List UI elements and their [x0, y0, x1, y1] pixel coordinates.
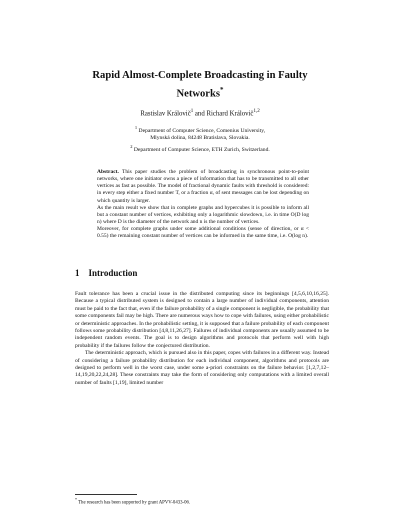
affiliations	[60, 124, 340, 154]
author-name: Richard Královič	[206, 110, 254, 118]
abstract-paragraph: As the main result we show that in complete graphs and hypercubes it is possible to inform all but a constant number of vertices, exhibiting only a logarithmic slowdown, i.e. in time O(D log n) where D is the diameter of the network and n is the number of vertices.	[97, 204, 309, 226]
abstract-label: Abstract.	[97, 169, 119, 175]
affiliation-text: Department of Computer Science, Comenius University,	[138, 127, 266, 134]
abstract-paragraph	[97, 169, 309, 205]
author-separator: and	[193, 110, 207, 118]
section-heading	[75, 268, 137, 278]
body-paragraph: The deterministic approach, which is pursued also in this paper, copes with failures in a different way. Instead of considering a failure probability distribution for each individual component, algorithms and protocols are designed to perform well in the worst case, under some a-priori constraints on the failure behavior. [1,2,7,12–14,19,20,22,24,28]. These constraints may take the form of considering only computations with a limited overall number of faults [1,19], limited number	[75, 350, 329, 386]
section-title: Introduction	[88, 268, 138, 278]
paper-title	[70, 69, 330, 102]
affiliation-1	[60, 124, 340, 135]
affiliation-mark: 2	[130, 143, 133, 149]
affiliation-text: Department of Computer Science, ETH Zurich, Switzerland.	[133, 146, 270, 153]
footnote-mark: *	[75, 497, 77, 502]
footnote-rule	[75, 494, 137, 495]
abstract-paragraph: Moreover, for complete graphs under some additional conditions (sense of direction, or α < 0.55) the remaining constant number of vertices can be informed in the same time, i.e. O(log n).	[97, 226, 309, 240]
author-affiliation-mark: 1	[190, 109, 194, 114]
author-name: Rastislav Královič	[140, 110, 191, 118]
title-line-2: Networks	[176, 88, 221, 100]
abstract	[97, 169, 309, 241]
affiliation-mark: 1	[134, 125, 138, 130]
abstract-text: This paper studies the problem of broadcasting in synchronous point-to-point networks, where one initiator owns a piece of information that has to be transmitted to all other vertices as fast as possible. The model of fractional dynamic faults with threshold is considered: in every step either a fixed number T, or a fraction α, of sent messages can be lost depending on which quantity is larger.	[97, 169, 310, 204]
affiliation-2	[60, 143, 340, 154]
footnote	[75, 497, 190, 507]
body-paragraph: Fault tolerance has been a crucial issue in the distributed computing since its beginnings [4,5,6,10,16,25]. Because a typical distributed system is designed to contain a large number of individual components, attention must be paid to the fact that, even if the failure probability of a single component is negligible, the probability that some components fail may be high. There are numerous ways how to cope with failures, using either probabilistic or deterministic approaches. In the probabilistic setting, it is supposed that a failure probability of each component follows some probability distribution [4,8,11,26,27]. Failures of individual components are usually assumed to be independent random events. The goal is to design algorithms and protocols that perform well with high probability if the failures follow the conjectured distribution.	[75, 291, 329, 349]
footnote-text: The research has been supported by grant APVV-0433-06.	[78, 500, 191, 506]
author-list	[60, 107, 340, 118]
title-line-1: Rapid Almost-Complete Broadcasting in Faulty	[92, 70, 308, 81]
section-number: 1	[75, 268, 80, 278]
affiliation-1-address: Mlynská dolina, 84248 Bratislava, Slovakia.	[150, 135, 250, 142]
author-affiliation-mark: 1,2	[253, 109, 260, 114]
title-footnote-mark: *	[220, 86, 224, 94]
body-text	[75, 291, 329, 387]
